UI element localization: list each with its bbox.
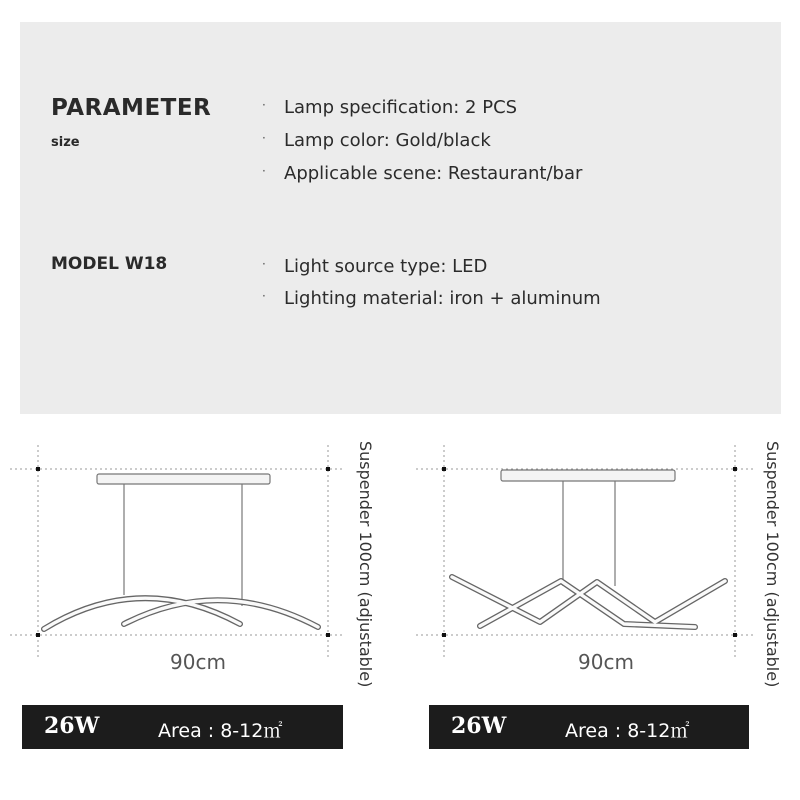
bullet-icon: ·: [262, 257, 266, 271]
power-label: 26W: [451, 713, 507, 739]
suspender-label: Suspender 100cm (adjustable): [356, 441, 375, 688]
suspender-label: Suspender 100cm (adjustable): [763, 441, 782, 688]
ceiling-canopy: [501, 470, 675, 481]
model-heading: MODEL W18: [51, 254, 168, 274]
dimension-markers: [442, 467, 737, 637]
spec-text: Light source type: LED: [284, 256, 488, 277]
area-label: Area : 8-12㎡: [565, 720, 690, 742]
bullet-icon: ·: [262, 98, 266, 112]
suspension-wires: [563, 481, 615, 586]
spec-item: [262, 256, 488, 277]
parameter-panel: [20, 22, 781, 414]
spec-item: [262, 163, 583, 184]
power-area-bar: [429, 705, 749, 749]
width-label: 90cm: [578, 650, 634, 674]
spec-text: Lighting material: iron + aluminum: [284, 288, 601, 309]
width-label: 90cm: [170, 650, 226, 674]
bullet-icon: ·: [262, 289, 266, 303]
size-subheading: size: [51, 135, 80, 150]
spec-text: Lamp specification: 2 PCS: [284, 97, 518, 118]
spec-text: Lamp color: Gold/black: [284, 130, 491, 151]
spec-item: [262, 130, 491, 151]
spec-item: [262, 288, 601, 309]
power-area-bar: [22, 705, 343, 749]
bullet-icon: ·: [262, 131, 266, 145]
area-label: Area : 8-12㎡: [158, 720, 283, 742]
suspension-wires: [124, 484, 242, 606]
power-label: 26W: [44, 713, 100, 739]
spec-text: Applicable scene: Restaurant/bar: [284, 163, 583, 184]
parameter-heading: PARAMETER: [51, 95, 212, 121]
ceiling-canopy: [97, 474, 270, 484]
spec-item: [262, 97, 518, 118]
bullet-icon: ·: [262, 164, 266, 178]
